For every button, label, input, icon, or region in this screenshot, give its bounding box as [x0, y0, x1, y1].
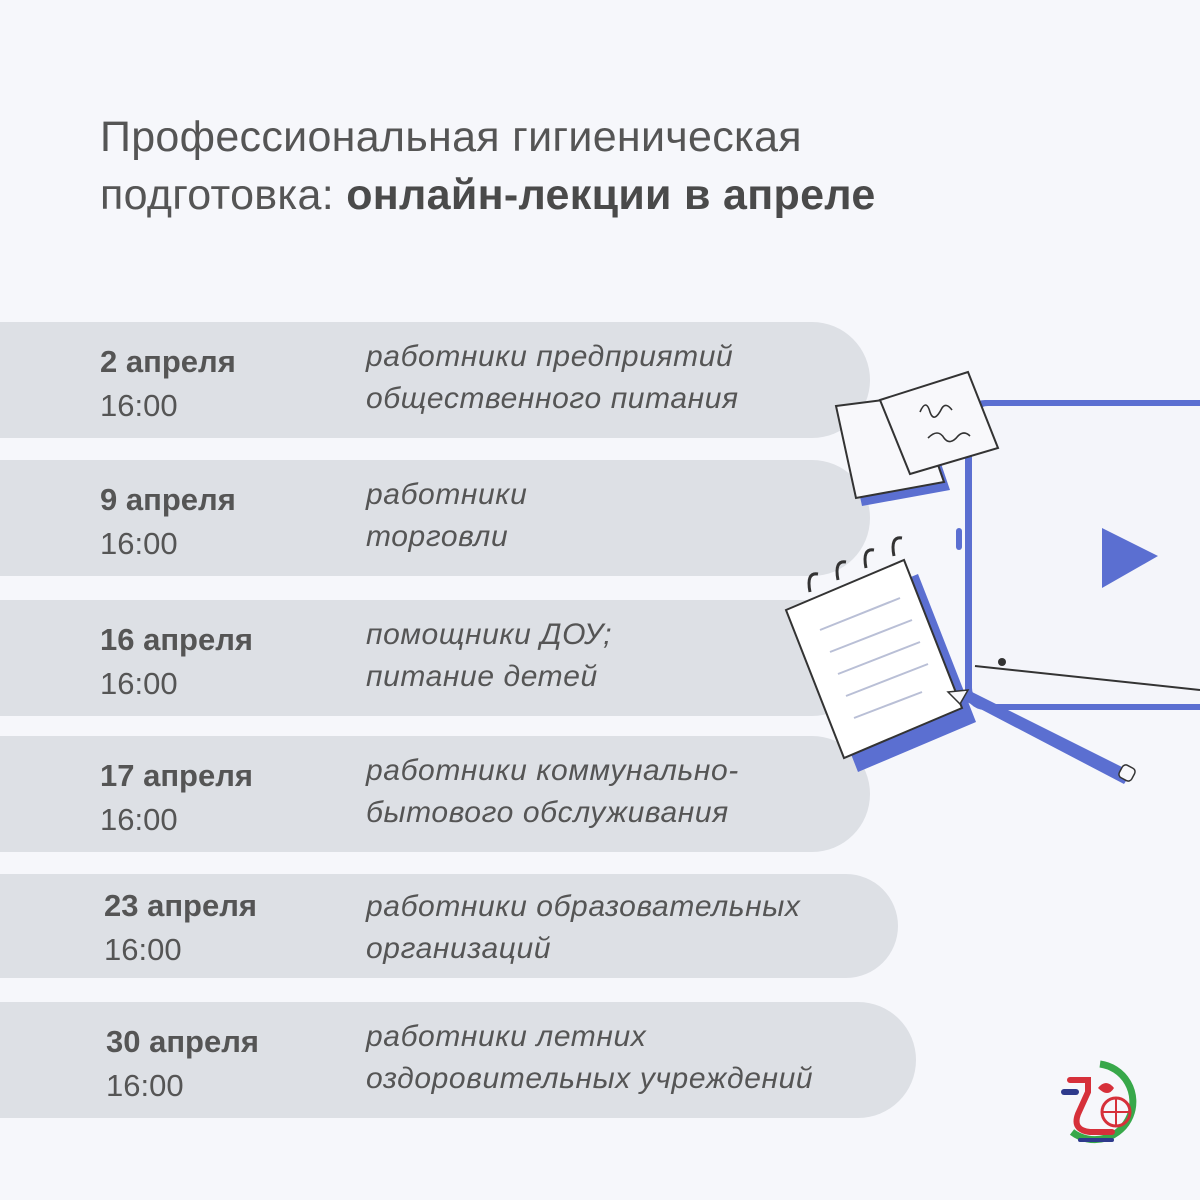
title-line-1: Профессиональная гигиеническая — [100, 113, 802, 161]
schedule-day: 30 апреля — [106, 1024, 260, 1059]
schedule-audience: помощники ДОУ; питание детей — [366, 618, 613, 693]
schedule-audience: работники летних оздоровительных учреждений — [366, 1020, 814, 1095]
schedule-audience: работники торговли — [366, 478, 528, 553]
schedule-row — [0, 460, 870, 576]
schedule-audience: работники образовательных организаций — [366, 890, 801, 965]
schedule-time: 16:00 — [100, 802, 178, 837]
schedule-date — [106, 1020, 259, 1108]
schedule-date — [104, 884, 257, 972]
schedule-row — [0, 322, 870, 438]
page-title — [100, 108, 1100, 224]
schedule-time: 16:00 — [100, 526, 178, 561]
schedule-time: 16:00 — [104, 932, 182, 967]
schedule-day: 17 апреля — [100, 758, 254, 793]
lecture-illustration — [780, 360, 1200, 800]
title-line-2 — [100, 166, 1100, 224]
schedule-time: 16:00 — [100, 666, 178, 701]
schedule-audience: работники коммунально- бытового обслуживания — [366, 754, 739, 829]
schedule-audience: работники предприятий общественного питания — [366, 340, 739, 415]
notepad-icon — [786, 538, 976, 772]
schedule-date — [100, 340, 236, 428]
schedule-day: 16 апреля — [100, 622, 254, 657]
schedule-day: 9 апреля — [100, 482, 236, 517]
schedule-row — [0, 1002, 916, 1118]
schedule-date — [100, 478, 236, 566]
organization-logo — [1050, 1052, 1150, 1152]
schedule-day: 23 апреля — [104, 888, 258, 923]
schedule-time: 16:00 — [100, 388, 178, 423]
schedule-date — [100, 618, 253, 706]
schedule-date — [100, 754, 253, 842]
schedule-row — [0, 736, 870, 852]
schedule-row — [0, 600, 870, 716]
schedule-day: 2 апреля — [100, 344, 236, 379]
schedule-row — [0, 874, 898, 978]
title-regular: подготовка: — [100, 171, 347, 219]
schedule-time: 16:00 — [106, 1068, 184, 1103]
title-bold: онлайн-лекции в апреле — [346, 171, 876, 219]
